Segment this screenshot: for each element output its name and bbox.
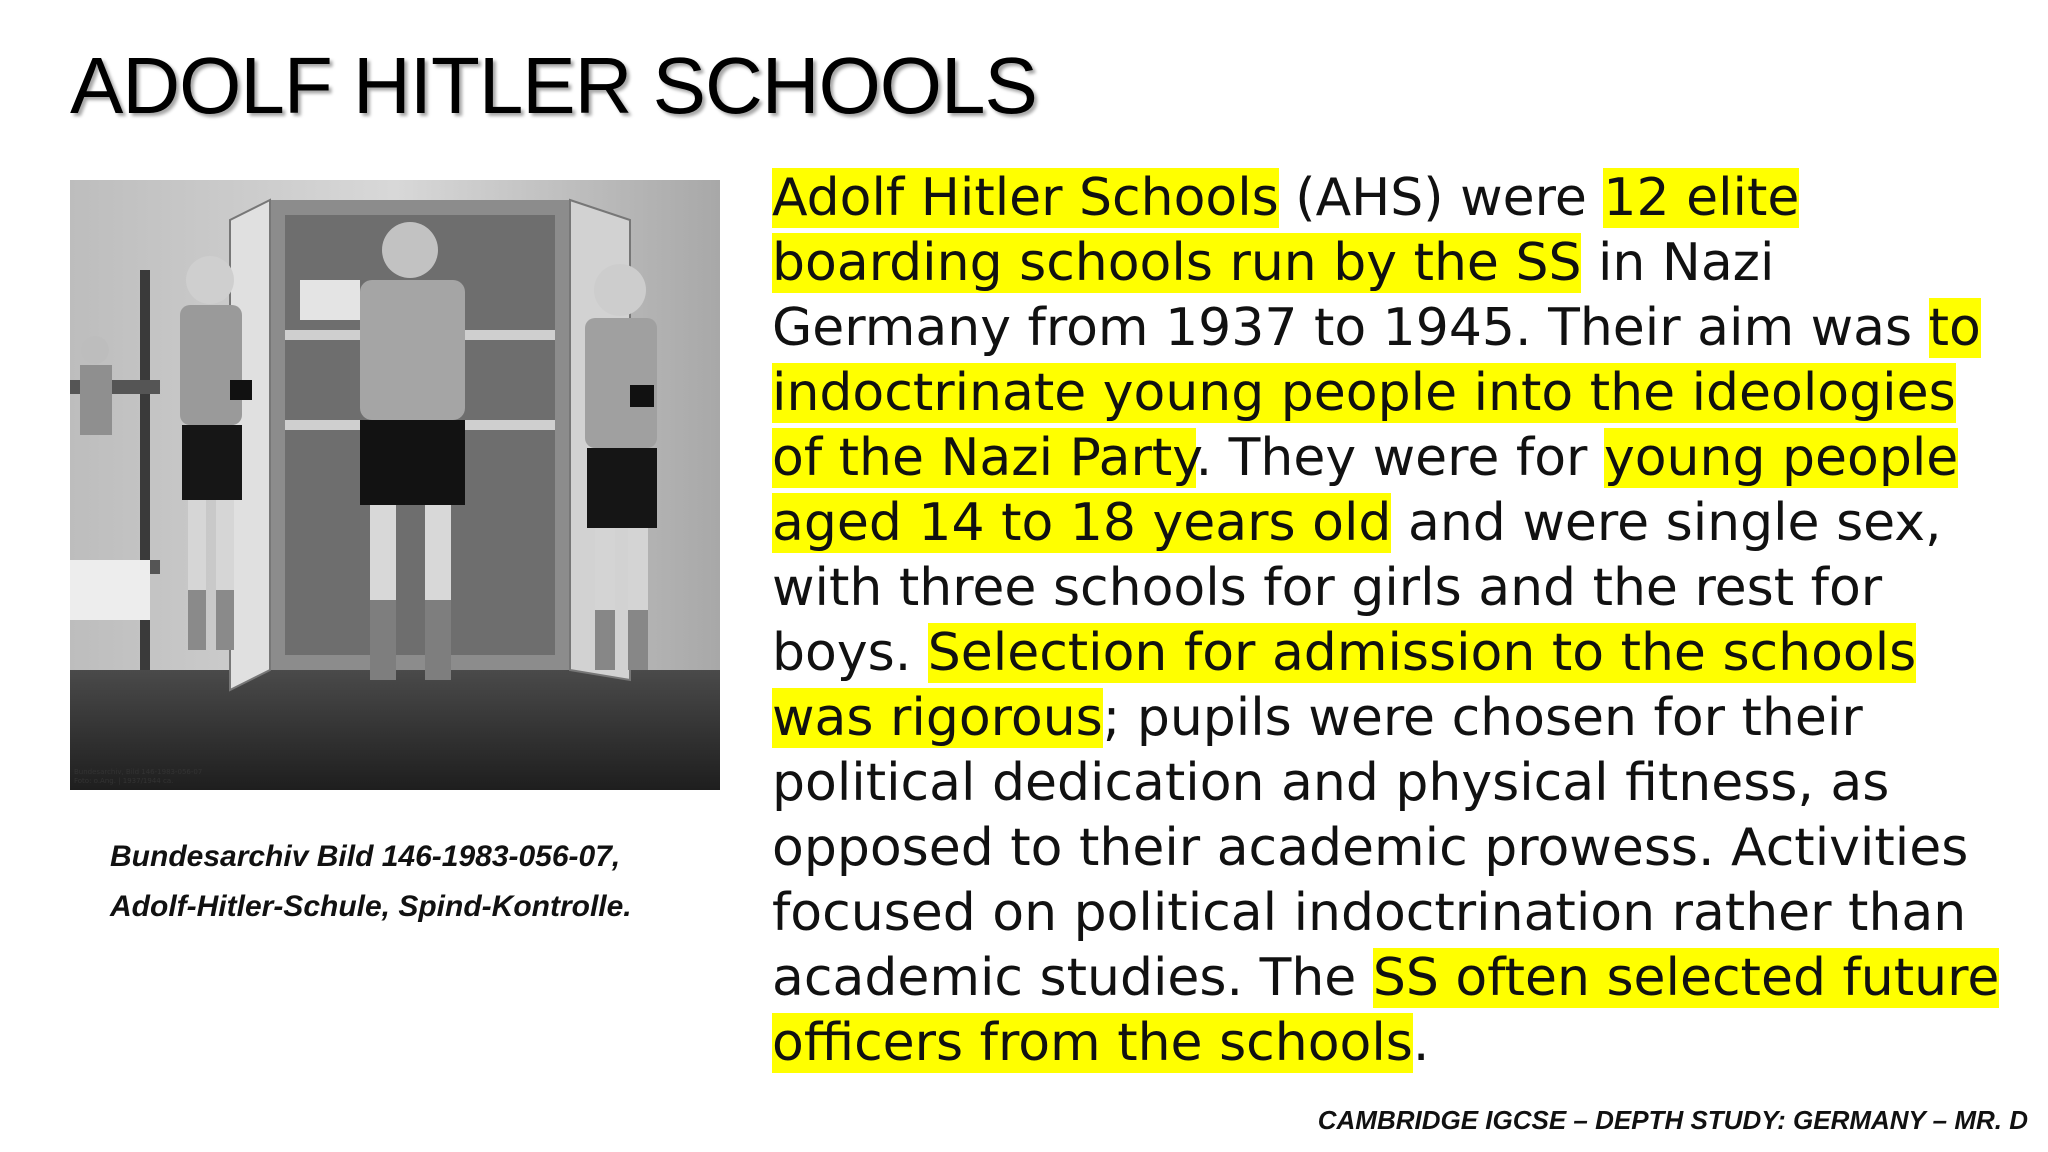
body-line bbox=[772, 166, 2012, 231]
highlighted-text: was rigorous bbox=[772, 688, 1103, 748]
plain-text: academic studies. The bbox=[772, 948, 1373, 1008]
plain-text: in Nazi bbox=[1581, 233, 1775, 293]
highlighted-text: indoctrinate young people into the ideologies bbox=[772, 363, 1956, 423]
body-line bbox=[772, 1011, 2012, 1076]
highlighted-text: Adolf Hitler Schools bbox=[772, 168, 1279, 228]
caption-line-1: Bundesarchiv Bild 146-1983-056-07, bbox=[110, 840, 621, 873]
body-line bbox=[772, 816, 2012, 881]
highlighted-text: officers from the schools bbox=[772, 1013, 1413, 1073]
plain-text: . They were for bbox=[1195, 428, 1604, 488]
highlighted-text: to bbox=[1928, 298, 1981, 358]
body-line bbox=[772, 491, 2012, 556]
plain-text: opposed to their academic prowess. Activities bbox=[772, 818, 1969, 878]
body-line bbox=[772, 946, 2012, 1011]
plain-text: ; pupils were chosen for their bbox=[1102, 688, 1863, 748]
plain-text: Germany from 1937 to 1945. Their aim was bbox=[772, 298, 1929, 358]
highlighted-text: young people bbox=[1603, 428, 1959, 488]
plain-text: and were single sex, bbox=[1391, 493, 1942, 553]
body-line bbox=[772, 686, 2012, 751]
photo-caption bbox=[110, 832, 750, 932]
plain-text: political dedication and physical fitness, as bbox=[772, 753, 1890, 813]
body-line bbox=[772, 621, 2012, 686]
body-line bbox=[772, 881, 2012, 946]
plain-text: with three schools for girls and the rest for bbox=[772, 558, 1883, 618]
historical-photo bbox=[70, 180, 720, 790]
highlighted-text: aged 14 to 18 years old bbox=[772, 493, 1392, 553]
body-line bbox=[772, 231, 2012, 296]
body-line bbox=[772, 296, 2012, 361]
slide-title: ADOLF HITLER SCHOOLS bbox=[70, 41, 1037, 130]
body-line bbox=[772, 556, 2012, 621]
plain-text: . bbox=[1412, 1013, 1430, 1073]
photo-stamp-line1: Bundesarchiv, Bild 146-1983-056-07 bbox=[74, 768, 203, 776]
plain-text: focused on political indoctrination rather than bbox=[772, 883, 1967, 943]
body-text bbox=[772, 166, 2012, 1076]
highlighted-text: of the Nazi Party bbox=[772, 428, 1196, 488]
highlighted-text: 12 elite bbox=[1603, 168, 1800, 228]
plain-text: boys. bbox=[772, 623, 928, 683]
body-line bbox=[772, 751, 2012, 816]
body-line bbox=[772, 426, 2012, 491]
photo-stamp-line2: Foto: o.Ang. | 1937/1944 ca. bbox=[74, 777, 174, 785]
highlighted-text: boarding schools run by the SS bbox=[772, 233, 1582, 293]
body-line bbox=[772, 361, 2012, 426]
footer-credit: CAMBRIDGE IGCSE – DEPTH STUDY: GERMANY – MR. D bbox=[1317, 1105, 2028, 1135]
highlighted-text: Selection for admission to the schools bbox=[927, 623, 1917, 683]
highlighted-text: SS often selected future bbox=[1372, 948, 2000, 1008]
plain-text: (AHS) were bbox=[1278, 168, 1604, 228]
caption-line-2: Adolf-Hitler-Schule, Spind-Kontrolle. bbox=[110, 890, 632, 923]
